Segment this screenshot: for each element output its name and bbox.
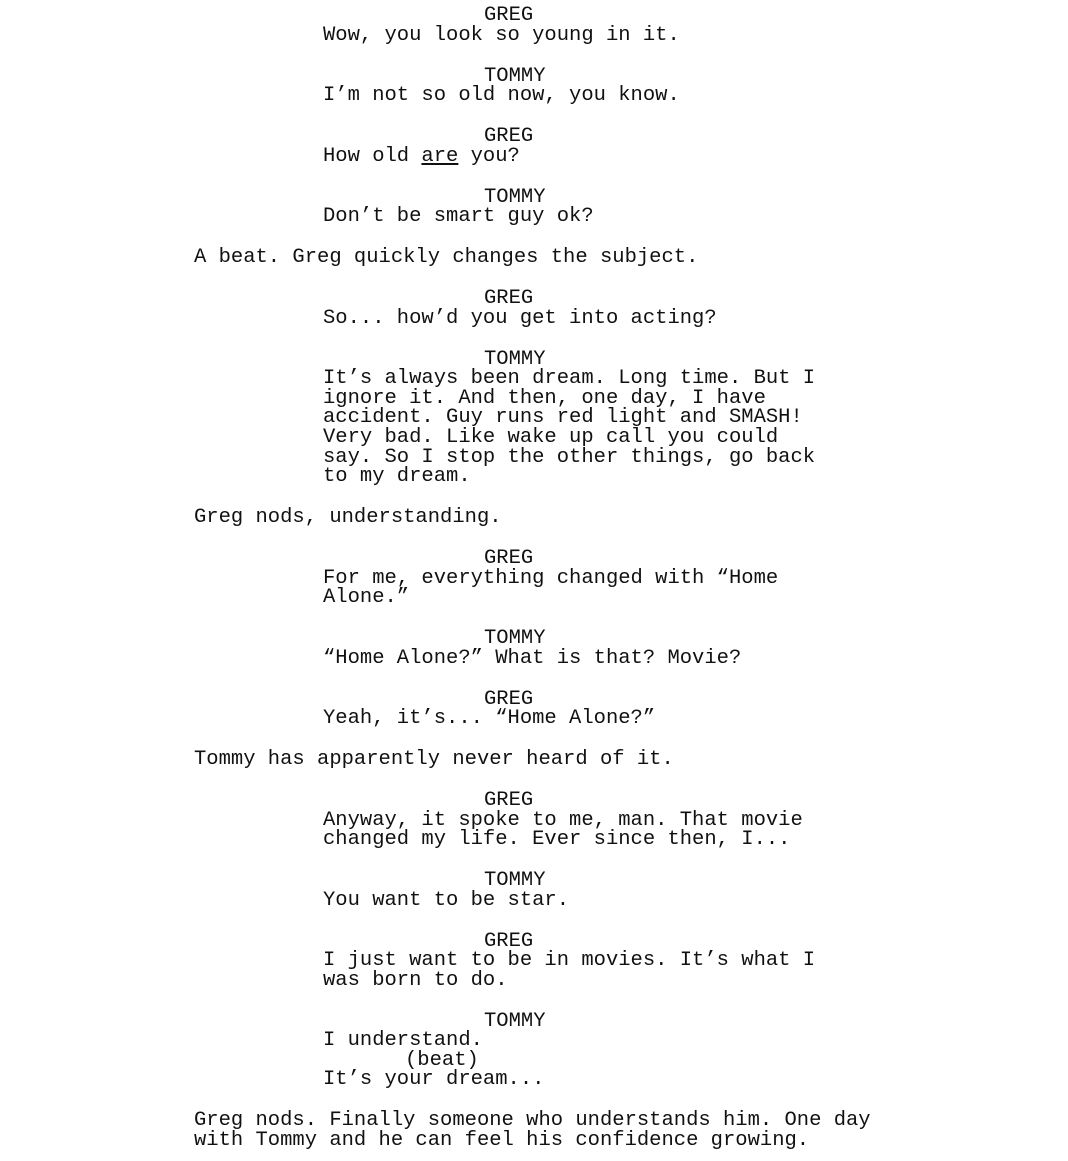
character-cue: TOMMY [484,1010,546,1033]
dialogue-text: you? [458,145,520,168]
character-cue: TOMMY [484,348,546,371]
dialogue-line: to my dream. [323,465,471,488]
character-cue: TOMMY [484,627,546,650]
action-line: Greg nods, understanding. [194,506,502,529]
action-line: Tommy has apparently never heard of it. [194,748,674,771]
dialogue-line [323,147,520,167]
dialogue-line: “Home Alone?” What is that? Movie? [323,647,742,670]
character-cue: GREG [484,4,534,27]
character-cue: GREG [484,688,534,711]
dialogue-line: Wow, you look so young in it. [323,24,680,47]
dialogue-line: Alone.” [323,586,410,609]
dialogue-line: Anyway, it spoke to me, man. That movie [323,809,803,832]
dialogue-line: It’s your dream... [323,1068,545,1091]
character-cue: GREG [484,287,534,310]
action-line: A beat. Greg quickly changes the subject. [194,246,699,269]
character-cue: GREG [484,789,534,812]
character-cue: GREG [484,547,534,570]
dialogue-line: I just want to be in movies. It’s what I [323,949,816,972]
dialogue-line: Yeah, it’s... “Home Alone?” [323,707,656,730]
dialogue-line: For me, everything changed with “Home [323,567,779,590]
character-cue: TOMMY [484,186,546,209]
underlined-word: are [421,145,459,168]
action-line: Greg nods. Finally someone who understands him. One day [194,1109,871,1132]
character-cue: GREG [484,930,534,953]
dialogue-line: I’m not so old now, you know. [323,84,680,107]
dialogue-line: changed my life. Ever since then, I... [323,828,791,851]
dialogue-line: ignore it. And then, one day, I have [323,387,766,410]
action-line: with Tommy and he can feel his confidence growing. [194,1129,810,1152]
dialogue-line: I understand. [323,1029,483,1052]
character-cue: TOMMY [484,869,546,892]
dialogue-line: Very bad. Like wake up call you could [323,426,779,449]
parenthetical: (beat) [405,1049,479,1072]
dialogue-line: say. So I stop the other things, go back [323,446,816,469]
character-cue: TOMMY [484,65,546,88]
dialogue-line: So... how’d you get into acting? [323,307,717,330]
dialogue-line: Don’t be smart guy ok? [323,205,594,228]
dialogue-text: How old [323,145,422,168]
character-cue: GREG [484,125,534,148]
dialogue-line: You want to be star. [323,889,570,912]
dialogue-line: accident. Guy runs red light and SMASH! [323,406,803,429]
dialogue-line: It’s always been dream. Long time. But I [323,367,816,390]
dialogue-line: was born to do. [323,969,508,992]
